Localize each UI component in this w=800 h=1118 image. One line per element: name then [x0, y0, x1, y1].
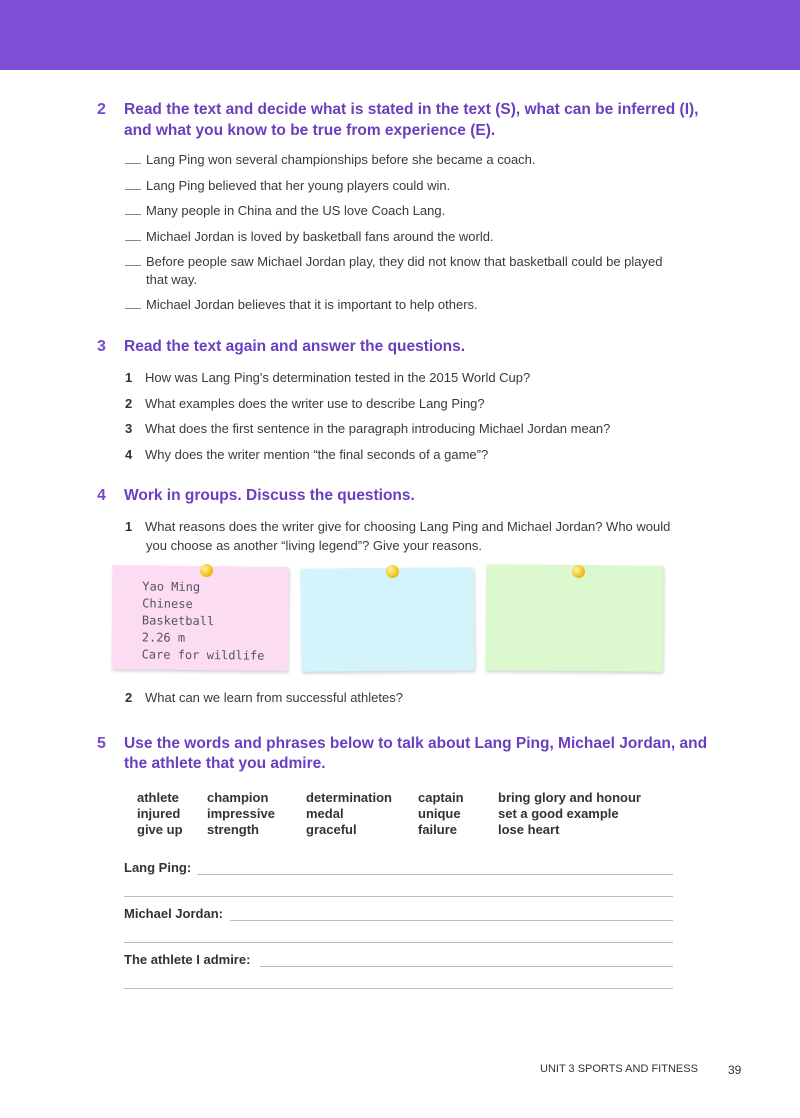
s3-question-4: 4 Why does the writer mention “the final seconds of a game”?	[125, 447, 489, 462]
word-bring-glory: bring glory and honour	[498, 790, 641, 805]
s2-item-1	[125, 150, 536, 169]
writing-line[interactable]	[124, 896, 673, 897]
s3-question-1: 1 How was Lang Ping's determination tested in the 2015 World Cup?	[125, 370, 531, 385]
section-4-title: Work in groups. Discuss the questions.	[124, 487, 415, 504]
word-give-up: give up	[137, 822, 183, 837]
section-2-title-line2: and what you know to be true from experience (E).	[124, 122, 496, 139]
section-5-title-line2: the athlete that you admire.	[124, 755, 326, 772]
s2-item-4	[125, 227, 494, 246]
label-athlete-admire: The athlete I admire:	[124, 952, 251, 967]
label-michael-jordan: Michael Jordan:	[124, 906, 223, 921]
word-injured: injured	[137, 806, 181, 821]
answer-blank[interactable]	[125, 308, 141, 309]
s2-item-text: Lang Ping won several championships before she became a coach.	[146, 152, 536, 167]
pushpin-icon	[386, 565, 399, 578]
word-strength: strength	[207, 822, 259, 837]
sticky-note-pink[interactable]	[111, 565, 288, 671]
s2-item-6	[125, 295, 478, 314]
s2-item-text: Many people in China and the US love Coach Lang.	[146, 203, 446, 218]
s3-question-2: 2 What examples does the writer use to describe Lang Ping?	[125, 396, 485, 411]
answer-blank[interactable]	[125, 163, 141, 164]
word-failure: failure	[418, 822, 458, 837]
word-impressive: impressive	[207, 806, 275, 821]
s2-item-5	[125, 252, 662, 271]
label-lang-ping: Lang Ping:	[124, 860, 192, 875]
answer-blank[interactable]	[125, 265, 141, 266]
s4-question-1: 1 What reasons does the writer give for choosing Lang Ping and Michael Jordan? Who would	[125, 519, 671, 534]
s2-item-text: Before people saw Michael Jordan play, they did not know that basketball could be played	[146, 254, 663, 269]
section-2-number: 2	[97, 101, 106, 118]
note-text: Yao Ming Chinese Basketball 2.26 m Care for wildlife	[141, 579, 265, 663]
word-captain: captain	[418, 790, 464, 805]
s4-question-2: 2 What can we learn from successful athletes?	[125, 690, 403, 705]
word-athlete: athlete	[137, 790, 179, 805]
section-5-title-line1: Use the words and phrases below to talk about Lang Ping, Michael Jordan, and	[124, 735, 708, 752]
sticky-note-blue[interactable]	[301, 567, 475, 672]
s2-item-text: Michael Jordan believes that it is important to help others.	[146, 297, 478, 312]
word-set-example: set a good example	[498, 806, 619, 821]
s2-item-text: Michael Jordan is loved by basketball fans around the world.	[146, 229, 494, 244]
word-unique: unique	[418, 806, 461, 821]
answer-blank[interactable]	[125, 214, 141, 215]
word-determination: determination	[306, 790, 392, 805]
writing-line[interactable]	[124, 988, 673, 989]
page-number: 39	[728, 1063, 742, 1077]
section-4-number: 4	[97, 487, 106, 504]
s2-item-2	[125, 176, 450, 195]
header-band	[0, 0, 800, 70]
writing-line[interactable]	[230, 920, 673, 921]
pushpin-icon	[200, 564, 213, 577]
s2-item-text: Lang Ping believed that her young players could win.	[146, 178, 451, 193]
writing-line[interactable]	[260, 966, 673, 967]
word-graceful: graceful	[306, 822, 357, 837]
footer-unit: UNIT 3 SPORTS AND FITNESS	[540, 1063, 698, 1075]
word-medal: medal	[306, 806, 344, 821]
s2-item-5-cont: that way.	[146, 272, 198, 287]
answer-blank[interactable]	[125, 189, 141, 190]
writing-line[interactable]	[124, 942, 673, 943]
writing-line[interactable]	[197, 874, 673, 875]
s4-question-1-cont: you choose as another “living legend”? Give your reasons.	[146, 538, 483, 553]
sticky-note-green[interactable]	[486, 564, 664, 672]
s2-item-3	[125, 201, 445, 220]
section-3-title: Read the text again and answer the questions.	[124, 338, 466, 355]
word-champion: champion	[207, 790, 269, 805]
section-2-title-line1: Read the text and decide what is stated in the text (S), what can be inferred (I),	[124, 101, 699, 118]
pushpin-icon	[572, 565, 585, 578]
answer-blank[interactable]	[125, 240, 141, 241]
s3-question-3: 3 What does the first sentence in the paragraph introducing Michael Jordan mean?	[125, 421, 611, 436]
section-5-number: 5	[97, 735, 106, 752]
section-3-number: 3	[97, 338, 106, 355]
word-lose-heart: lose heart	[498, 822, 560, 837]
